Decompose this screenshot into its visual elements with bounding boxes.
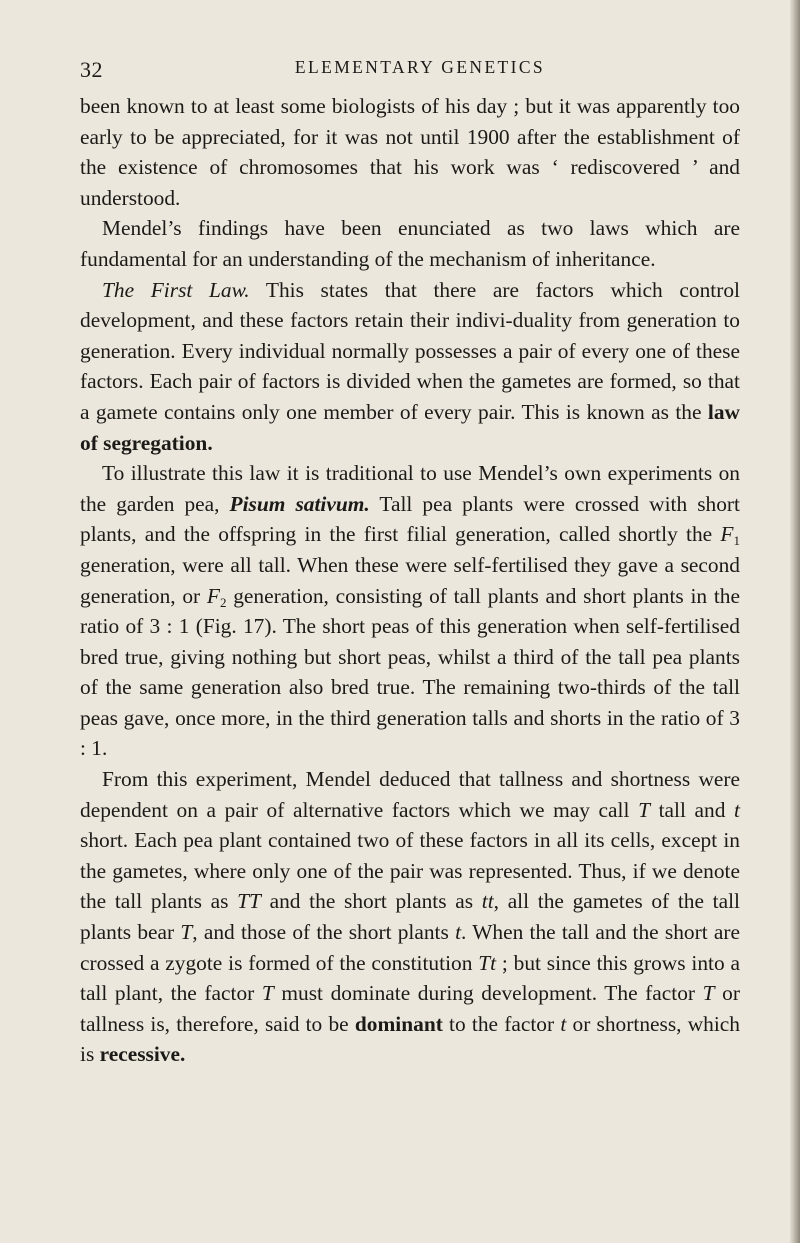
page-edge-shadow [790, 0, 800, 1243]
page-number: 32 [80, 57, 103, 82]
running-header [80, 57, 740, 87]
symbol-t: t [455, 920, 462, 945]
symbol-TT: TT [237, 889, 261, 914]
f1-symbol: F [720, 522, 734, 547]
paragraph-dominance: From this experiment, Mendel deduced that tallness and shortness were dependent on a pair of alternative factors which we may call T tall and t short. Each pea plant contained two of these factors in all its cells, except in the gametes, where only one of the pair was represented. Thus, if we denote the tall plants as TT and the short plants as tt, all the gametes of the tall plants bear T, and those of the short plants t. When the tall and the short are crossed a zygote is formed of the constitution Tt ; but since this grows into a tall plant, the factor T must dominate during development. The factor T or tallness is, therefore, said to be dominant to the factor t or shortness, which is recessive. [80, 767, 740, 1067]
paragraph-continuation: been known to at least some biologists of his day ; but it was apparently too early to be appreciated, for it was not until 1900 after the establishment of the existence of chromosomes that his work was ‘ rediscovered ’ and understood. [80, 94, 740, 210]
symbol-tt: tt [481, 889, 494, 914]
paragraph-first-law [80, 275, 740, 459]
paragraph-mendel-laws: Mendel’s findings have been enunciated as two laws which are fundamental for an understanding of the mechanism of inheritance. [80, 216, 740, 271]
running-title: ELEMENTARY GENETICS [294, 57, 546, 77]
symbol-t: t [560, 1011, 567, 1036]
symbol-T: T [261, 981, 274, 1006]
f2-symbol: F [206, 583, 220, 608]
first-law-heading: The First Law. [102, 277, 250, 302]
symbol-T: T [638, 797, 650, 822]
species-name: Pisum sativum. [229, 491, 370, 516]
symbol-Tt: Tt [478, 950, 497, 975]
f1-subscript: 1 [733, 533, 740, 549]
law-of-segregation-term: law of segregation. [80, 399, 740, 455]
dominant-term: dominant [354, 1011, 443, 1036]
symbol-t: t [734, 797, 740, 822]
body-text [80, 91, 740, 1070]
first-law-text: This states that there are factors which control development, and these factors retain their indivi-duality from generation to generation. Every individual normally possesses a pair of every one of these factors. Each pair of factors is divided when the gametes are formed, so that a gamete contains only one member of every pair. This is known as the [80, 277, 740, 424]
symbol-T: T [702, 981, 715, 1006]
recessive-term: recessive. [99, 1042, 186, 1067]
paragraph-pea-experiment: To illustrate this law it is traditional to use Mendel’s own experiments on the garden pea, Pisum sativum. Tall pea plants were crossed with short plants, and the offspring in the first filial generation, called shortly the $F_1$ generation, were all tall. When these were self-fertilised they gave a second generation, or $F_2$ generation, consisting of tall plants and short plants in the ratio of 3 : 1 (Fig. 17). The short peas of this generation when self-fertilised bred true, giving nothing but short peas, whilst a third of the tall pea plants of the same generation also bred true. The remaining two-thirds of the tall peas gave, once more, in the third generation talls and shorts in the ratio of 3 : 1. [80, 461, 741, 761]
f2-subscript: 2 [220, 594, 227, 610]
symbol-T: T [180, 920, 193, 945]
